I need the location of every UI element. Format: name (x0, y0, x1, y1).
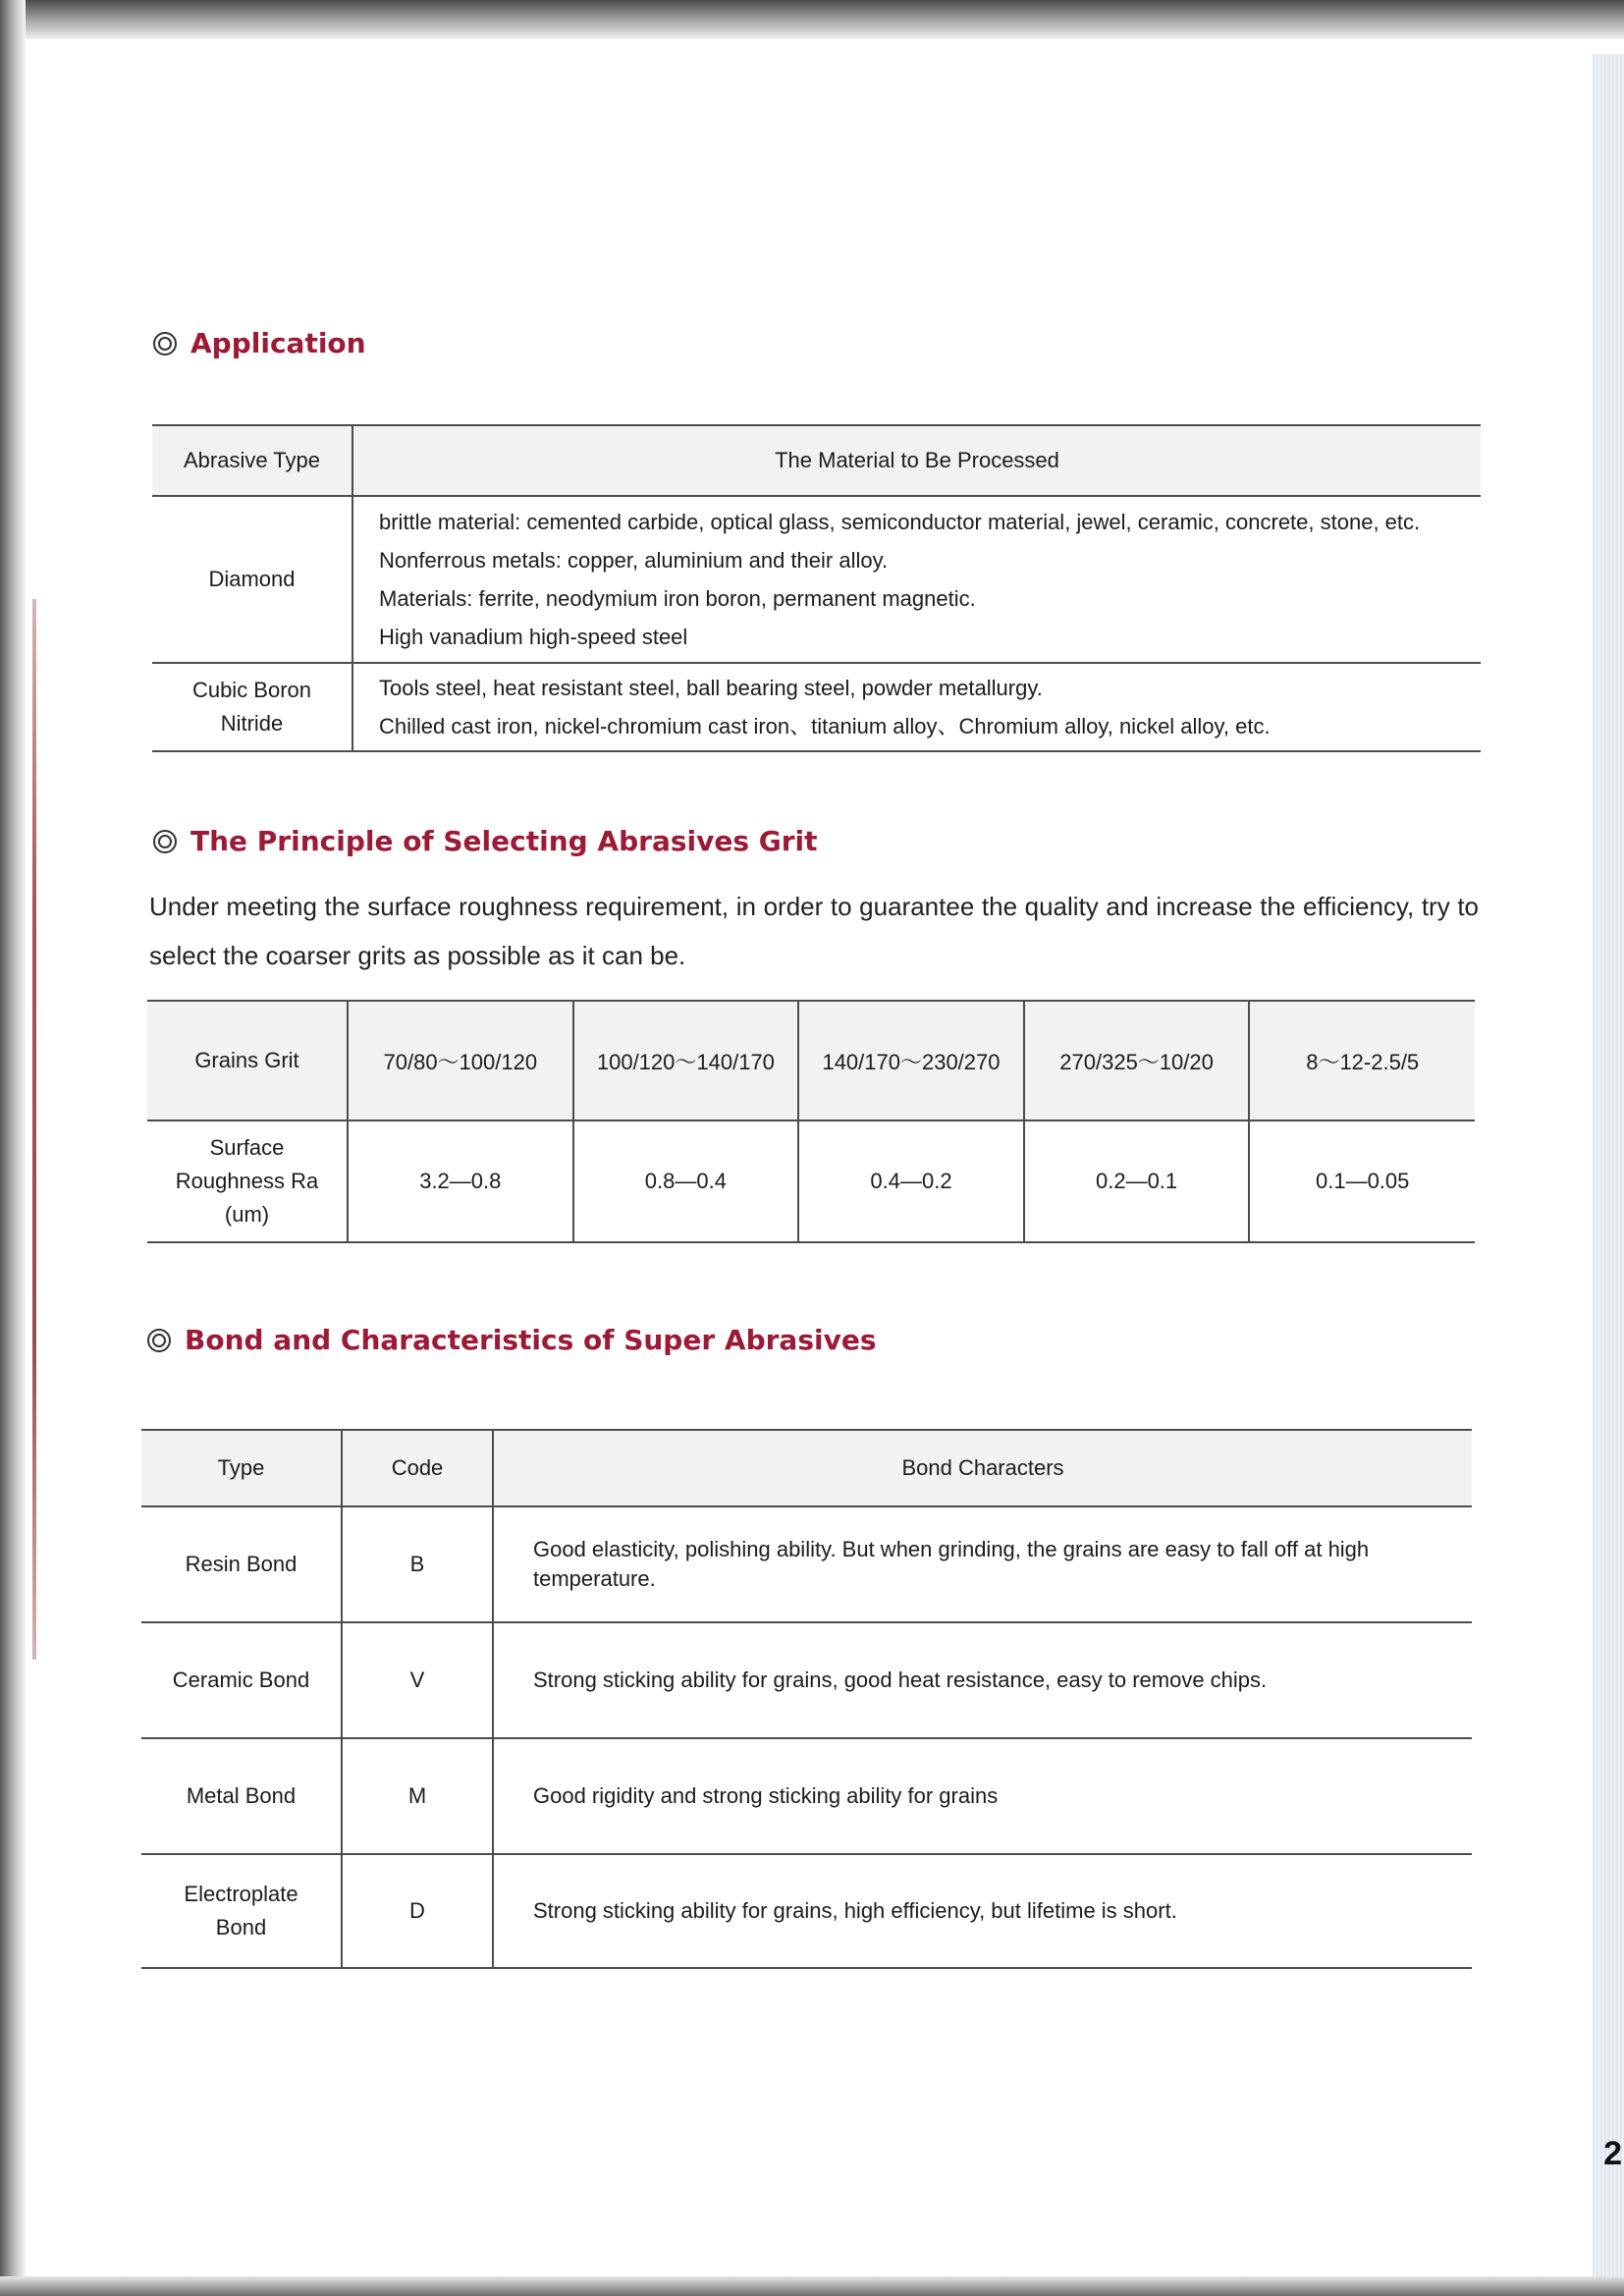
grit-cell: 100/120～140/170 (573, 1001, 799, 1121)
bond-title: Bond and Characteristics of Super Abrasives (185, 1324, 877, 1356)
roughness-label-line: (um) (224, 1202, 270, 1227)
page-number: 2 (1603, 2135, 1622, 2172)
bond-characters-cell: Strong sticking ability for grains, high efficiency, but lifetime is short. (493, 1854, 1472, 1968)
scan-shadow-top (0, 0, 1624, 39)
table-header-row (141, 1430, 1472, 1506)
double-circle-icon (147, 1329, 171, 1352)
bond-type-cell (141, 1854, 342, 1968)
header-type: Type (141, 1430, 342, 1506)
header-material: The Material to Be Processed (352, 425, 1481, 496)
roughness-cell: 3.2—0.8 (348, 1121, 573, 1242)
page-edge (1593, 54, 1624, 2296)
table-row (152, 663, 1481, 751)
bond-type-line: Bond (215, 1915, 267, 1940)
grit-cell: 8～12-2.5/5 (1249, 1001, 1475, 1121)
binding-spine (32, 599, 36, 1660)
bond-type-cell: Ceramic Bond (141, 1622, 342, 1738)
grains-grit-label: Grains Grit (147, 1001, 348, 1121)
application-title: Application (190, 327, 366, 359)
table-row (141, 1622, 1472, 1738)
material-line: brittle material: cemented carbide, optical glass, semiconductor material, jewel, ceramic, concrete, stone, etc. (379, 510, 1421, 534)
bond-code-cell: V (342, 1622, 493, 1738)
bond-type-cell: Metal Bond (141, 1738, 342, 1854)
roughness-cell: 0.1—0.05 (1249, 1121, 1475, 1242)
material-cell (352, 496, 1481, 663)
scan-shadow-bottom (0, 2276, 1624, 2296)
double-circle-icon (153, 332, 177, 355)
material-line: Tools steel, heat resistant steel, ball bearing steel, powder metallurgy. (379, 676, 1043, 700)
bond-code-cell: D (342, 1854, 493, 1968)
table-header-row (152, 425, 1481, 496)
roughness-cell: 0.2—0.1 (1024, 1121, 1250, 1242)
material-line: Chilled cast iron, nickel-chromium cast iron、titanium alloy、Chromium alloy, nickel alloy, etc. (379, 714, 1271, 738)
abrasive-type-cell (152, 663, 352, 751)
bond-table (141, 1429, 1472, 1969)
bond-characters-cell: Strong sticking ability for grains, good heat resistance, easy to remove chips. (493, 1622, 1472, 1738)
material-line: Materials: ferrite, neodymium iron boron, permanent magnetic. (379, 586, 976, 611)
grit-cell: 270/325～10/20 (1024, 1001, 1250, 1121)
header-bond-characters: Bond Characters (493, 1430, 1472, 1506)
bond-characters-cell: Good elasticity, polishing ability. But when grinding, the grains are easy to fall off at high temperature. (493, 1506, 1472, 1622)
bond-code-cell: M (342, 1738, 493, 1854)
table-row (152, 496, 1481, 663)
grains-grit-row (147, 1001, 1475, 1121)
surface-roughness-label (147, 1121, 348, 1242)
roughness-cell: 0.8—0.4 (573, 1121, 799, 1242)
material-line: Nonferrous metals: copper, aluminium and their alloy. (379, 548, 889, 573)
material-cell (352, 663, 1481, 751)
grit-title: The Principle of Selecting Abrasives Grit (190, 825, 818, 857)
header-abrasive-type: Abrasive Type (152, 425, 352, 496)
grit-cell: 140/170～230/270 (798, 1001, 1024, 1121)
header-code: Code (342, 1430, 493, 1506)
material-line: High vanadium high-speed steel (379, 625, 688, 649)
application-heading (153, 327, 366, 359)
table-row (141, 1506, 1472, 1622)
grit-cell: 70/80～100/120 (348, 1001, 573, 1121)
table-row (141, 1854, 1472, 1968)
table-row (141, 1738, 1472, 1854)
abrasive-type-cell: Diamond (152, 496, 352, 663)
roughness-label-line: Roughness Ra (175, 1169, 319, 1193)
double-circle-icon (153, 830, 177, 853)
roughness-label-line: Surface (209, 1135, 285, 1160)
abrasive-type-line: Cubic Boron (191, 678, 312, 702)
grit-intro-paragraph: Under meeting the surface roughness requirement, in order to guarantee the quality and increase the efficiency, try to select the coarser grits as possible as it can be. (149, 892, 1479, 970)
surface-roughness-row (147, 1121, 1475, 1242)
scan-shadow-left (0, 0, 26, 2296)
grit-heading (153, 825, 818, 857)
roughness-cell: 0.4—0.2 (798, 1121, 1024, 1242)
bond-characters-cell: Good rigidity and strong sticking ability for grains (493, 1738, 1472, 1854)
bond-code-cell: B (342, 1506, 493, 1622)
grit-table (147, 1000, 1475, 1243)
bond-heading (147, 1324, 876, 1356)
abrasive-type-line: Nitride (220, 711, 284, 736)
application-table (152, 424, 1481, 752)
bond-type-cell: Resin Bond (141, 1506, 342, 1622)
bond-type-line: Electroplate (184, 1882, 298, 1906)
